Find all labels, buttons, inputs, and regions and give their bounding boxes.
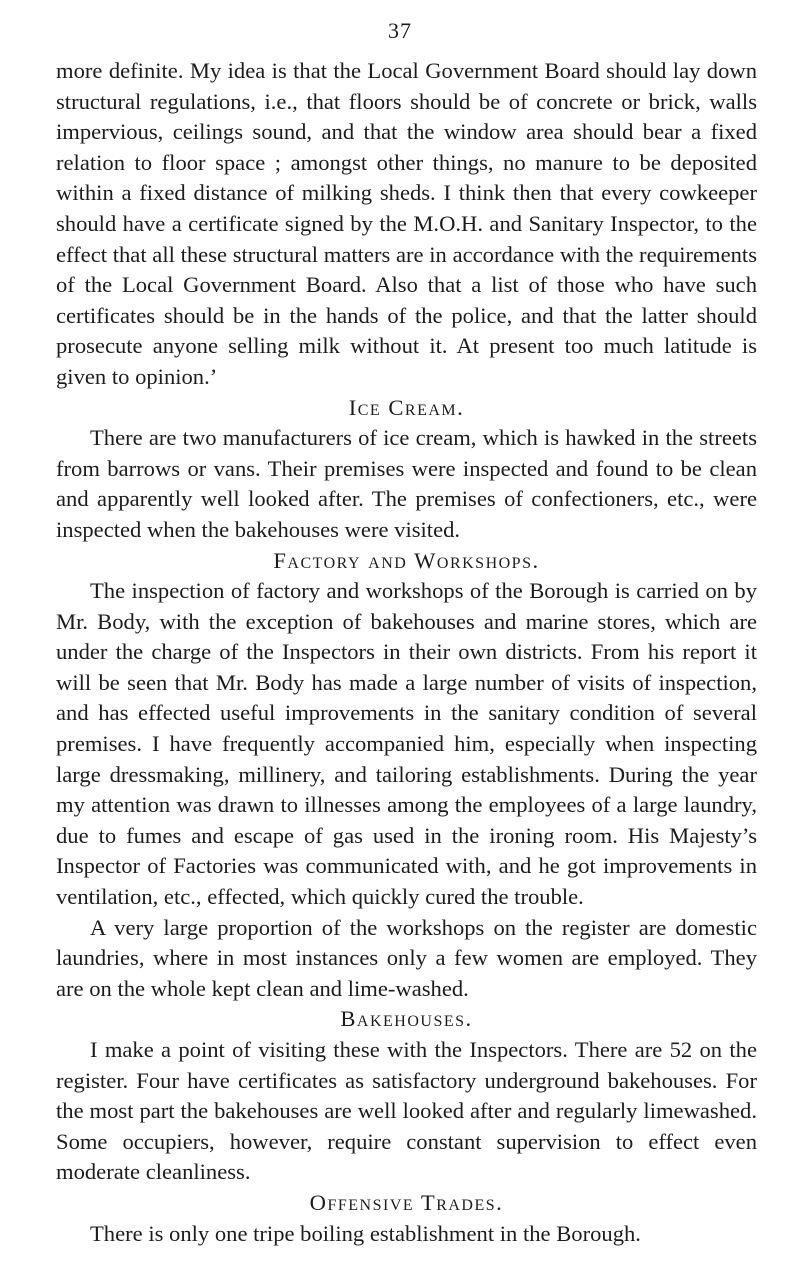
paragraph-offensive-trades: There is only one tripe boiling establishment in the Borough. xyxy=(90,1220,641,1246)
heading-ice-cream: Ice Cream. xyxy=(348,394,465,420)
paragraph-ice-cream: There are two manufacturers of ice cream, which is hawked in the streets from barrows or vans. Their premises were inspected and found to be clean and apparently well looked after. The premises of confectioners, etc., were inspected when the bakehouses were visited. xyxy=(56,425,757,542)
paragraph-factory-inspection: The inspection of factory and workshops of the Borough is carried on by Mr. Body, with the exception of bakehouses and marine stores, which are under the charge of the Inspectors in their own districts. From his report it will be seen that Mr. Body has made a large number of visits of inspection, and has effected useful improvements in the sanitary condition of several premises. I have frequently accompanied him, especially when inspecting large dressmaking, millinery, and tailoring establishments. During the year my attention was drawn to illnesses among the employees of a large laundry, due to fumes and escape of gas used in the ironing room. His Majesty’s Inspector of Factories was communicated with, and he got improvements in ventilation, etc., effected, which quickly cured the trouble. xyxy=(56,578,757,910)
page-body xyxy=(56,56,757,1249)
page-number: 37 xyxy=(388,18,412,43)
paragraph-milk-regulations: more definite. My idea is that the Local Government Board should lay down structural regulations, i.e., that floors should be of concrete or brick, walls impervious, ceilings sound, and that the window area should bear a fixed relation to floor space ; amongst other things, no manure to be deposited within a fixed distance of milking sheds. I think then that every cowkeeper should have a certificate signed by the M.O.H. and Sanitary Inspector, to the effect that all these structural matters are in accordance with the requirements of the Local Government Board. Also that a list of those who have such certificates should be in the hands of the police, and that the latter should prosecute anyone selling milk without it. At present too much latitude is given to opinion.’ xyxy=(56,58,757,389)
paragraph-domestic-laundries: A very large proportion of the workshops on the register are domestic laundries, where in most instances only a few women are employed. They are on the whole kept clean and lime-washed. xyxy=(56,914,757,1001)
heading-offensive-trades: Offensive Trades. xyxy=(309,1189,504,1215)
heading-bakehouses: Bakehouses. xyxy=(340,1006,473,1032)
paragraph-bakehouses: I make a point of visiting these with the Inspectors. There are 52 on the register. Four have certificates as satisfactory underground bakehouses. For the most part the bakehouses are well looked after and regularly limewashed. Some occupiers, however, require constant supervision to effect even moderate cleanliness. xyxy=(56,1037,757,1185)
heading-factory-workshops: Factory and Workshops. xyxy=(273,547,540,573)
